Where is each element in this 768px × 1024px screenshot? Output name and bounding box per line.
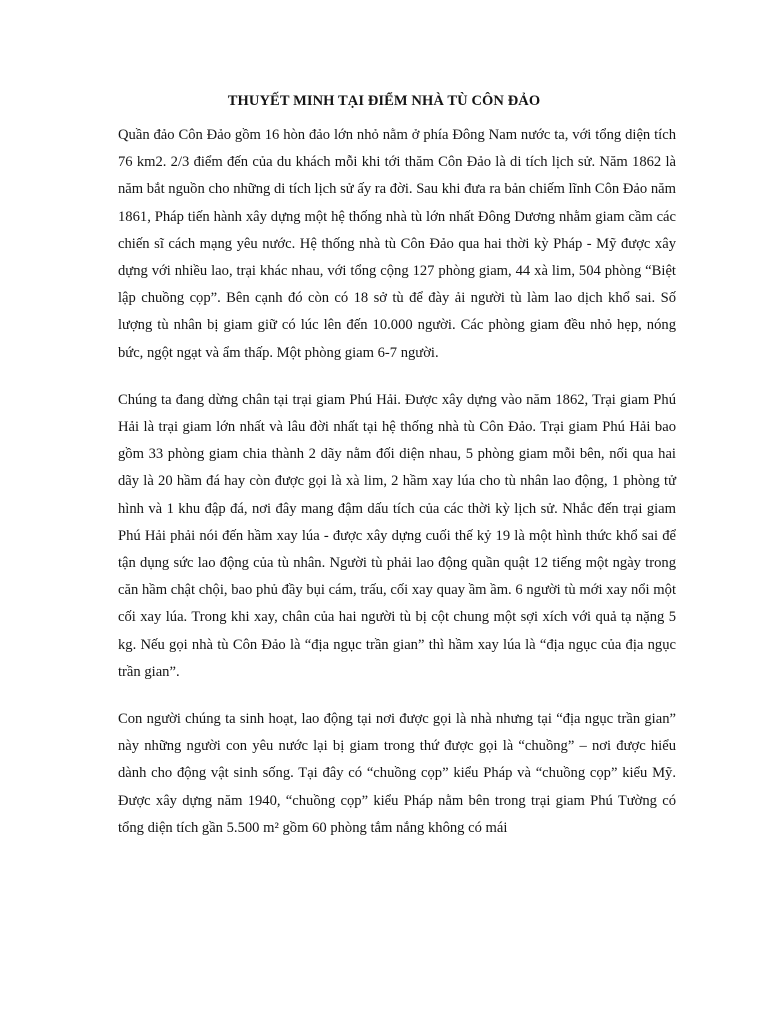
document-body: [118, 122, 676, 862]
document-title: THUYẾT MINH TẠI ĐIỂM NHÀ TÙ CÔN ĐẢO: [227, 93, 541, 109]
paragraph-3: Con người chúng ta sinh hoạt, lao động tại nơi được gọi là nhà nhưng tại “địa ngục trần gian” này những người con yêu nước lại bị giam trong thứ được gọi là “chuồng” – nơi được hiểu dành cho động vật sinh sống. Tại đây có “chuồng cọp” kiểu Pháp và “chuồng cọp” kiểu Mỹ. Được xây dựng năm 1940, “chuồng cọp” kiểu Pháp nằm bên trong trại giam Phú Tường có tổng diện tích gần 5.500 m² gồm 60 phòng tắm nắng không có mái: [118, 711, 676, 836]
paragraph-2: Chúng ta đang dừng chân tại trại giam Phú Hải. Được xây dựng vào năm 1862, Trại giam Phú Hải là trại giam lớn nhất và lâu đời nhất tại hệ thống nhà tù Côn Đảo. Trại giam Phú Hải bao gồm 33 phòng giam chia thành 2 dãy nằm đối diện nhau, 5 phòng giam mỗi bên, nối qua hai dãy là 20 hầm đá hay còn được gọi là xà lim, 2 hầm xay lúa cho tù nhân lao động, 1 phòng tử hình và 1 khu đập đá, nơi đây mang đậm dấu tích của các thời kỳ lịch sử. Nhắc đến trại giam Phú Hải phải nói đến hầm xay lúa - được xây dựng cuối thế kỷ 19 là một hình thức khổ sai để tận dụng sức lao động của tù nhân. Người tù phải lao động quần quật 12 tiếng một ngày trong căn hầm chật chội, bao phủ đầy bụi cám, trấu, cối xay quay ầm ầm. 6 người tù mới xay nổi một cối xay lúa. Trong khi xay, chân của hai người tù bị cột chung một sợi xích với quả tạ nặng 5 kg. Nếu gọi nhà tù Côn Đảo là “địa ngục trần gian” thì hầm xay lúa là “địa ngục của địa ngục trần gian”.: [118, 391, 676, 680]
paragraph-1: Quần đảo Côn Đảo gồm 16 hòn đảo lớn nhỏ nằm ở phía Đông Nam nước ta, với tổng diện tích 76 km2. 2/3 điểm đến của du khách mỗi khi tới thăm Côn Đảo là di tích lịch sử. Năm 1862 là năm bắt nguồn cho những di tích lịch sử ấy ra đời. Sau khi đưa ra bản chiếm lĩnh Côn Đảo năm 1861, Pháp tiến hành xây dựng một hệ thống nhà tù lớn nhất Đông Dương nhằm giam cầm các chiến sĩ cách mạng yêu nước. Hệ thống nhà tù Côn Đảo qua hai thời kỳ Pháp - Mỹ được xây dựng với nhiều lao, trại khác nhau, với tổng cộng 127 phòng giam, 44 xà lim, 504 phòng “Biệt lập chuồng cọp”. Bên cạnh đó còn có 18 sở tù để đày ải người tù làm lao dịch khổ sai. Số lượng tù nhân bị giam giữ có lúc lên đến 10.000 người. Các phòng giam đều nhỏ hẹp, nóng bức, ngột ngạt và ẩm thấp. Một phòng giam 6-7 người.: [118, 127, 676, 361]
